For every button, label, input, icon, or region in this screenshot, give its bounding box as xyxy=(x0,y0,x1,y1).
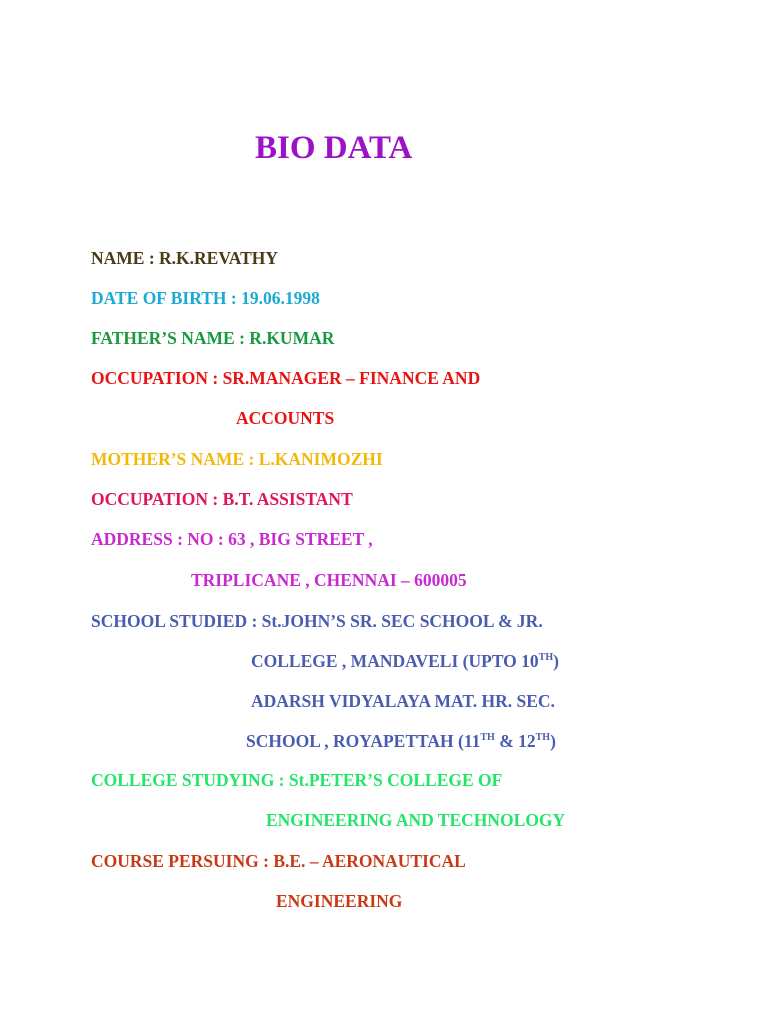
name-line: NAME : R.K.REVATHY xyxy=(91,248,278,268)
school-line-1: SCHOOL STUDIED : St.JOHN’S SR. SEC SCHOOL & JR. xyxy=(91,611,543,631)
school-line-2 xyxy=(251,650,559,672)
school-line-2-text: COLLEGE , MANDAVELI (UPTO 10 xyxy=(251,651,539,671)
page-title: BIO DATA xyxy=(255,130,413,166)
course-line-2: ENGINEERING xyxy=(276,891,403,911)
address-line-2: TRIPLICANE , CHENNAI – 600005 xyxy=(191,570,467,590)
school-line-4-text: SCHOOL , ROYAPETTAH (11 xyxy=(246,731,481,751)
father-occupation-line-2: ACCOUNTS xyxy=(236,408,335,428)
college-line-2: ENGINEERING AND TECHNOLOGY xyxy=(266,810,566,830)
date-of-birth-line: DATE OF BIRTH : 19.06.1998 xyxy=(91,288,320,308)
superscript-th: TH xyxy=(535,732,551,743)
college-line-1: COLLEGE STUDYING : St.PETER’S COLLEGE OF xyxy=(91,770,503,790)
school-line-3: ADARSH VIDYALAYA MAT. HR. SEC. xyxy=(251,691,555,711)
superscript-th: TH xyxy=(480,732,495,743)
mother-name-line: MOTHER’S NAME : L.KANIMOZHI xyxy=(91,449,383,469)
closing-paren: ) xyxy=(553,651,559,671)
school-line-4-middle: & 12 xyxy=(494,731,536,751)
mother-occupation-line: OCCUPATION : B.T. ASSISTANT xyxy=(91,489,353,509)
closing-paren: ) xyxy=(550,731,556,751)
school-line-4 xyxy=(246,730,556,752)
course-line-1: COURSE PERSUING : B.E. – AERONAUTICAL xyxy=(91,851,466,871)
father-name-line: FATHER’S NAME : R.KUMAR xyxy=(91,328,335,348)
superscript-th: TH xyxy=(538,652,554,663)
address-line-1: ADDRESS : NO : 63 , BIG STREET , xyxy=(91,529,373,549)
father-occupation-line-1: OCCUPATION : SR.MANAGER – FINANCE AND xyxy=(91,368,481,388)
